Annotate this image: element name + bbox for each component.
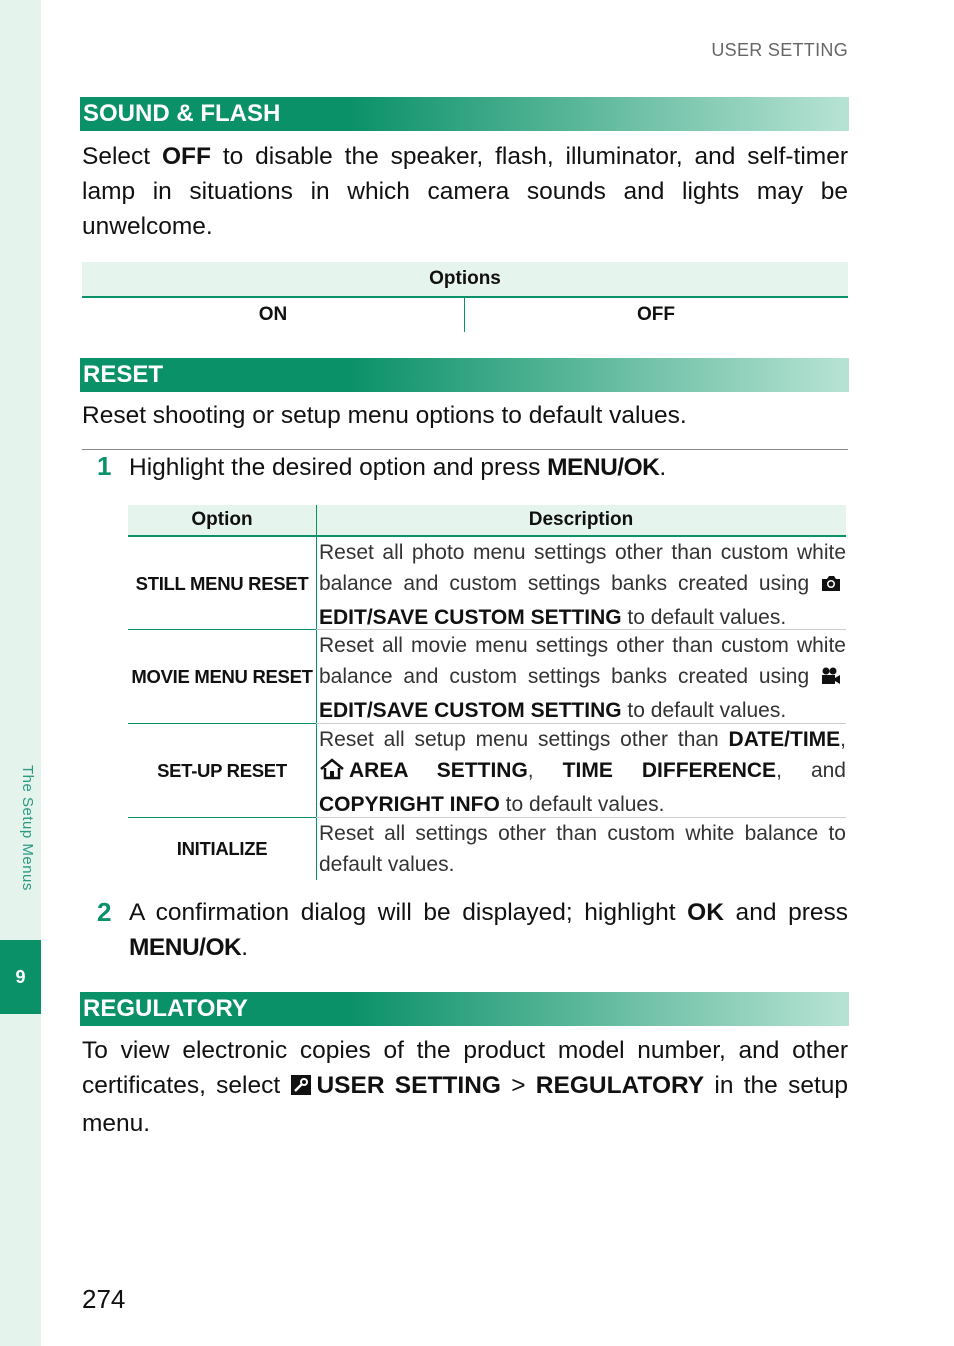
option-description: Reset all setup menu settings other than DATE/TIME, AREA SETTING, TIME DIFFERENCE, and COPYRIGHT INFO to default values. xyxy=(319,728,846,816)
table-row xyxy=(128,630,846,724)
column-divider xyxy=(316,630,317,724)
option-description: Reset all movie menu settings other than custom white balance and custom settings banks created using EDIT/SAVE CUSTOM SETTING to default values. xyxy=(319,634,846,722)
option-on: ON xyxy=(258,304,288,325)
table-row xyxy=(128,537,846,630)
option-off: OFF xyxy=(637,304,675,325)
regulatory-body: To view electronic copies of the product model number, and other certificates, select USER SETTING > REGULATORY in the setup menu. xyxy=(82,1037,849,1137)
table-row xyxy=(128,724,846,818)
movie-camera-icon xyxy=(820,664,842,695)
reset-body: Reset shooting or setup menu options to default values. xyxy=(82,402,687,429)
column-divider xyxy=(316,724,317,818)
option-name: INITIALIZE xyxy=(176,838,268,859)
option-name: SET-UP RESET xyxy=(157,760,287,781)
section-title-reset: RESET xyxy=(80,358,849,392)
column-divider xyxy=(316,818,317,880)
chapter-tab: 9 xyxy=(0,940,41,1014)
column-divider xyxy=(316,537,317,630)
page-number: 274 xyxy=(82,1284,126,1314)
column-header-option: Option xyxy=(191,509,253,530)
options-header: Options xyxy=(82,262,848,298)
section-title-sound-flash: SOUND & FLASH xyxy=(80,97,849,131)
wrench-icon xyxy=(290,1071,312,1106)
option-name: MOVIE MENU RESET xyxy=(131,666,313,687)
home-icon xyxy=(319,758,345,789)
reset-table-header xyxy=(128,505,846,537)
option-description: Reset all settings other than custom white balance to default values. xyxy=(319,822,846,876)
side-strip xyxy=(0,0,41,1346)
option-description: Reset all photo menu settings other than custom white balance and custom settings banks created using EDIT/SAVE CUSTOM SETTING to default values. xyxy=(319,541,846,629)
table-row xyxy=(128,818,846,880)
running-header: USER SETTING xyxy=(711,40,848,60)
section-title-regulatory: REGULATORY xyxy=(80,992,849,1026)
step-1-text: Highlight the desired option and press MENU/OK. xyxy=(129,454,667,481)
chapter-label: The Setup Menus xyxy=(19,765,36,891)
step-number-1: 1 xyxy=(97,451,112,481)
column-header-description: Description xyxy=(528,509,634,530)
sound-flash-body: Select OFF to disable the speaker, flash, illuminator, and self-timer lamp in situations in which camera sounds and lights may be unwelcome. xyxy=(82,143,848,240)
option-name: STILL MENU RESET xyxy=(135,572,309,594)
step-number-2: 2 xyxy=(97,897,112,927)
step-2-text: A confirmation dialog will be displayed; highlight OK and press MENU/OK. xyxy=(129,899,848,961)
camera-icon xyxy=(820,571,842,602)
